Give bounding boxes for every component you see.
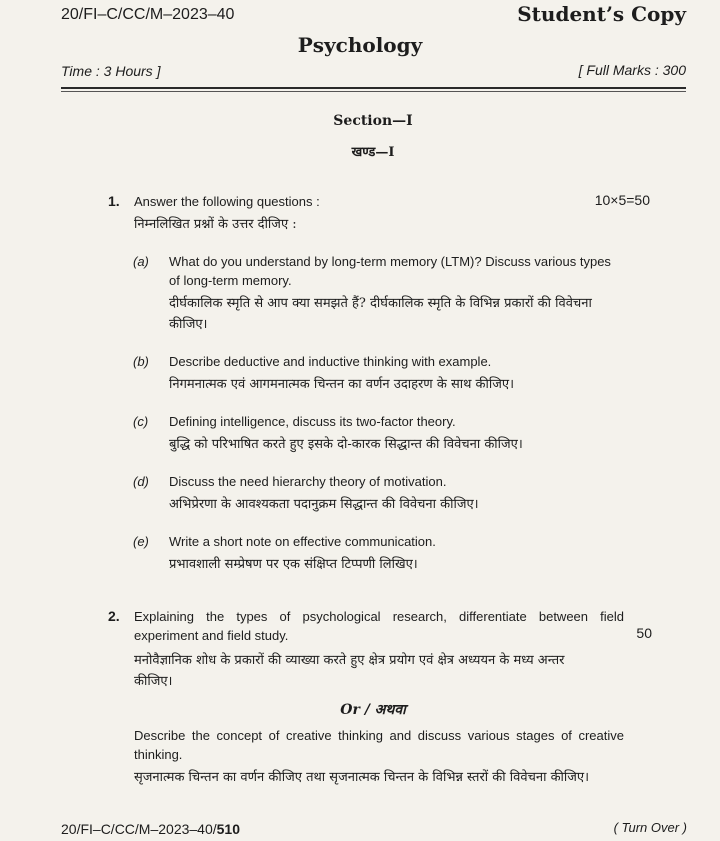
part-c-label: (c): [133, 414, 149, 429]
question-2-hindi-line2: कीजिए।: [134, 674, 173, 689]
question-1-number: 1.: [108, 193, 120, 209]
part-d-label: (d): [133, 474, 149, 489]
question-1-text-hindi: निम्नलिखित प्रश्नों के उत्तर दीजिए :: [134, 217, 297, 232]
question-2-alt-hindi-line1: सृजनात्मक चिन्तन का वर्णन कीजिए तथा सृजनात्मक चिन्तन के विभिन्न स्तरों की विवेचना कीजिए।: [134, 770, 590, 785]
full-marks: [ Full Marks : 300: [578, 62, 686, 78]
part-a-hindi-line2: कीजिए।: [169, 317, 208, 332]
copy-label: Student’s Copy: [517, 2, 686, 26]
part-c-hindi-line1: बुद्धि को परिभाषित करते हुए इसके दो-कारक सिद्धान्त की विवेचना कीजिए।: [169, 437, 523, 452]
part-b-line1: Describe deductive and inductive thinking with example.: [169, 354, 492, 369]
question-2-line1: Explaining the types of psychological research, differentiate between field: [134, 609, 624, 624]
footer-page-number: 510: [216, 821, 240, 837]
part-a-hindi-line1: दीर्घकालिक स्मृति से आप क्या समझते हैं? दीर्घकालिक स्मृति के विभिन्न प्रकारों की विवेचना: [169, 296, 592, 311]
question-2-alt-line2: thinking.: [134, 747, 183, 762]
part-c-line1: Defining intelligence, discuss its two-factor theory.: [169, 414, 456, 429]
footer-paper-code: [61, 821, 240, 837]
part-a-label: (a): [133, 254, 149, 269]
question-2-marks: 50: [636, 625, 652, 641]
part-b-label: (b): [133, 354, 149, 369]
question-1-text: Answer the following questions :: [134, 194, 320, 209]
turn-over-label: ( Turn Over ): [613, 820, 687, 835]
question-2-alt-line1: Describe the concept of creative thinking and discuss various stages of creative: [134, 728, 624, 743]
part-d-line1: Discuss the need hierarchy theory of motivation.: [169, 474, 447, 489]
part-b-hindi-line1: निगमनात्मक एवं आगमनात्मक चिन्तन का वर्णन उदाहरण के साथ कीजिए।: [169, 377, 515, 392]
subject-title: Psychology: [297, 33, 423, 57]
question-2-line2: experiment and field study.: [134, 628, 289, 643]
part-a-line2: of long-term memory.: [169, 273, 292, 288]
footer-code-text: 20/FI–C/CC/M–2023–40/: [61, 821, 217, 837]
header-rule-thin: [61, 91, 686, 92]
time-allowed: Time : 3 Hours ]: [61, 63, 161, 79]
question-2-hindi-line1: मनोवैज्ञानिक शोध के प्रकारों की व्याख्या करते हुए क्षेत्र प्रयोग एवं क्षेत्र अध्ययन के मध्य अन्तर: [134, 653, 565, 668]
part-e-line1: Write a short note on effective communication.: [169, 534, 436, 549]
part-a-line1: What do you understand by long-term memory (LTM)? Discuss various types: [169, 254, 611, 269]
part-d-hindi-line1: अभिप्रेरणा के आवश्यकता पदानुक्रम सिद्धान्त की विवेचना कीजिए।: [169, 497, 479, 512]
part-e-label: (e): [133, 534, 149, 549]
or-separator: Or / अथवा: [340, 702, 406, 718]
header-rule: [61, 87, 686, 89]
question-2-number: 2.: [108, 608, 120, 624]
paper-code: 20/FI–C/CC/M–2023–40: [61, 6, 235, 23]
section-title-hindi: खण्ड—I: [351, 145, 395, 160]
question-1-marks: 10×5=50: [594, 192, 650, 208]
section-title: Section—I: [333, 113, 413, 129]
part-e-hindi-line1: प्रभावशाली सम्प्रेषण पर एक संक्षिप्त टिप्पणी लिखिए।: [169, 557, 418, 572]
